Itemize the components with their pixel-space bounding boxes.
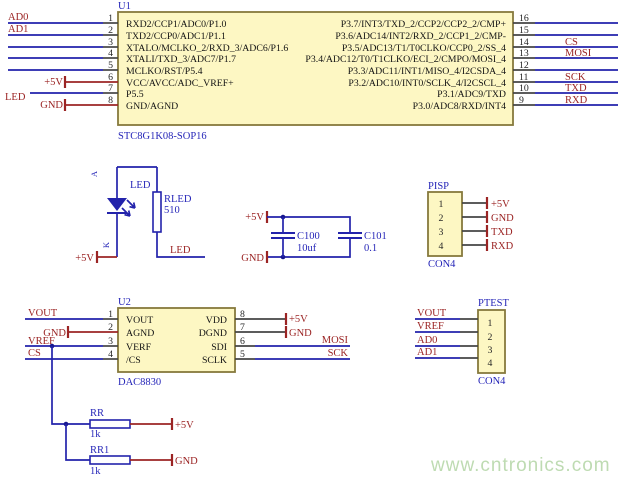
rr-designator: RR xyxy=(90,408,105,419)
pisp-net-rxd: RXD xyxy=(491,241,514,252)
pisp-pin2-number: 2 xyxy=(438,213,444,224)
pisp-net-gnd: GND xyxy=(491,213,514,224)
u2-pin2-name: AGND xyxy=(126,328,155,339)
u2-pin6-number: 6 xyxy=(240,336,245,347)
net-label-sck2: SCK xyxy=(327,348,348,359)
net-label-vref: VREF xyxy=(28,336,55,347)
u2-designator: U2 xyxy=(118,297,131,308)
u2-part-number: DAC8830 xyxy=(118,377,162,388)
pisp-connector xyxy=(428,181,514,270)
rr1-value: 1k xyxy=(90,466,101,477)
pisp-net-5v: +5V xyxy=(491,199,510,210)
led-circuit xyxy=(75,167,205,264)
u1-pin8-number: 8 xyxy=(108,95,113,106)
u1-pin13-number: 13 xyxy=(519,48,529,59)
u2-pin7-name: DGND xyxy=(198,328,227,339)
u2-gnd-label: GND xyxy=(43,328,66,339)
u1-pin2-number: 2 xyxy=(108,25,113,36)
u1-pin16-number: 16 xyxy=(519,13,529,24)
power-label-gnd: GND xyxy=(40,100,63,111)
net-label-txd: TXD xyxy=(565,83,587,94)
rr1-designator: RR1 xyxy=(90,445,110,456)
pisp-pin4-number: 4 xyxy=(438,241,444,252)
led-cathode-marker: K xyxy=(101,241,111,249)
ptest-part: CON4 xyxy=(478,376,506,387)
u1-pin11-name: P3.2/ADC10/INT0/SCLK_4/I2CSCL_4 xyxy=(348,78,506,89)
u1-part-number: STC8G1K08-SOP16 xyxy=(118,131,207,142)
decoupling-caps xyxy=(241,211,387,264)
caps-gnd-label: GND xyxy=(241,253,264,264)
led-designator: LED xyxy=(130,180,151,191)
rled-designator: RLED xyxy=(164,194,192,205)
ptest-net-ad0: AD0 xyxy=(417,335,438,346)
rr-value: 1k xyxy=(90,429,101,440)
u1-pin10-name: P3.1/ADC9/TXD xyxy=(437,89,506,100)
net-label-cs: CS xyxy=(565,37,578,48)
u2-pin8-name: VDD xyxy=(205,315,227,326)
u1-pin15-name: P3.6/ADC14/INT2/RXD_2/CCP1_2/CMP- xyxy=(335,31,506,42)
u2-pin4-name: /CS xyxy=(126,355,141,366)
ptest-pin3-number: 3 xyxy=(487,345,493,356)
net-label-vout: VOUT xyxy=(28,308,58,319)
u2-pin6-name: SDI xyxy=(211,342,227,353)
u1-pin5-number: 5 xyxy=(108,60,113,71)
u1-pin14-name: P3.5/ADC13/T1/T0CLKO/CCP0_2/SS_4 xyxy=(341,43,506,54)
u1-mcu xyxy=(5,1,618,142)
u2-5v-label: +5V xyxy=(289,314,308,325)
c100-value: 10uf xyxy=(297,243,317,254)
net-label-sck: SCK xyxy=(565,72,586,83)
pisp-body xyxy=(428,192,462,256)
u1-pin7-number: 7 xyxy=(108,83,113,94)
pisp-pin3-number: 3 xyxy=(438,227,444,238)
u1-pin9-number: 9 xyxy=(519,95,524,106)
ptest-designator: PTEST xyxy=(478,298,509,309)
pisp-part: CON4 xyxy=(428,259,456,270)
u1-pin14-number: 14 xyxy=(519,37,529,48)
led-anode-marker: A xyxy=(89,170,99,178)
net-label-led: LED xyxy=(5,92,26,103)
u2-pin3-number: 3 xyxy=(108,336,113,347)
pisp-pin1-number: 1 xyxy=(438,199,444,210)
u2-pin7-number: 7 xyxy=(240,322,245,333)
net-label-cs2: CS xyxy=(28,348,41,359)
u1-pin8-name: GND/AGND xyxy=(126,101,179,112)
ptest-pin1-number: 1 xyxy=(487,318,493,329)
led-emission-arrow xyxy=(127,200,135,208)
net-label-ad1: AD1 xyxy=(8,24,29,35)
u1-pin3-name: XTALO/MCLKO_2/RXD_3/ADC6/P1.6 xyxy=(126,43,289,54)
watermark: www.cntronics.com xyxy=(431,455,611,476)
u1-pin6-name: VCC/AVCC/ADC_VREF+ xyxy=(126,78,234,89)
wire-rr1-branch xyxy=(66,424,90,460)
rled-resistor-body xyxy=(153,192,161,232)
u1-pin6-number: 6 xyxy=(108,72,113,83)
c101-designator: C101 xyxy=(364,231,387,242)
u1-pin1-number: 1 xyxy=(108,13,113,24)
net-label-ad0: AD0 xyxy=(8,12,29,23)
u1-pin13-name: P3.4/ADC12/T0/T1CLKO/ECI_2/CMPO/MOSI_4 xyxy=(305,54,506,65)
net-label-rxd: RXD xyxy=(565,95,588,106)
net-label-mosi: MOSI xyxy=(565,48,592,59)
wire-vref-down xyxy=(52,346,90,424)
u1-pin7-name: P5.5 xyxy=(126,89,144,100)
rr1-resistor-body xyxy=(90,456,130,464)
u2-pin5-name: SCLK xyxy=(201,355,227,366)
u2-pin1-number: 1 xyxy=(108,309,113,320)
rr1-gnd-label: GND xyxy=(175,456,198,467)
u2-pin5-number: 5 xyxy=(240,349,245,360)
power-label-5v: +5V xyxy=(44,77,63,88)
c100-designator: C100 xyxy=(297,231,320,242)
u2-pin4-number: 4 xyxy=(108,349,113,360)
ptest-pin2-number: 2 xyxy=(487,332,493,343)
rr-5v-label: +5V xyxy=(175,420,194,431)
u2-pin8-number: 8 xyxy=(240,309,245,320)
u1-pin11-number: 11 xyxy=(519,72,529,83)
net-label-mosi2: MOSI xyxy=(321,335,348,346)
rled-value: 510 xyxy=(164,205,180,216)
ptest-net-ad1: AD1 xyxy=(417,347,438,358)
u1-pin3-number: 3 xyxy=(108,37,113,48)
led-5v-label: +5V xyxy=(75,253,94,264)
u1-pin5-name: MCLKO/RST/P5.4 xyxy=(126,66,203,77)
pisp-net-txd: TXD xyxy=(491,227,513,238)
ptest-net-vout: VOUT xyxy=(417,308,447,319)
u1-pin10-number: 10 xyxy=(519,83,529,94)
u1-pin1-name: RXD2/CCP1/ADC0/P1.0 xyxy=(126,19,227,30)
u1-pin16-name: P3.7/INT3/TXD_2/CCP2/CCP2_2/CMP+ xyxy=(340,19,506,30)
u2-dac xyxy=(25,297,350,388)
c101-value: 0.1 xyxy=(364,243,378,254)
pisp-designator: PISP xyxy=(428,181,450,192)
ptest-pin4-number: 4 xyxy=(487,358,493,369)
u1-pin2-name: TXD2/CCP0/ADC1/P1.1 xyxy=(126,31,226,42)
caps-5v-label: +5V xyxy=(245,212,264,223)
rr-resistor-body xyxy=(90,420,130,428)
u2-pin2-number: 2 xyxy=(108,322,113,333)
u1-pin4-number: 4 xyxy=(108,48,113,59)
u1-pin9-name: P3.0/ADC8/RXD/INT4 xyxy=(412,101,506,112)
u1-pin12-name: P3.3/ADC11/INT1/MISO_4/I2CSDA_4 xyxy=(347,66,506,77)
u1-pin12-number: 12 xyxy=(519,60,529,71)
u1-pin4-name: XTALI/TXD_3/ADC7/P1.7 xyxy=(126,54,236,65)
ptest-net-vref: VREF xyxy=(417,321,444,332)
u2-pin3-name: VERF xyxy=(126,342,152,353)
u2-pin1-name: VOUT xyxy=(126,315,154,326)
u1-pin15-number: 15 xyxy=(519,25,529,36)
u1-designator: U1 xyxy=(118,1,131,12)
led-net-label: LED xyxy=(170,245,191,256)
u2-dgnd-label: GND xyxy=(289,328,312,339)
ptest-connector xyxy=(415,298,510,387)
